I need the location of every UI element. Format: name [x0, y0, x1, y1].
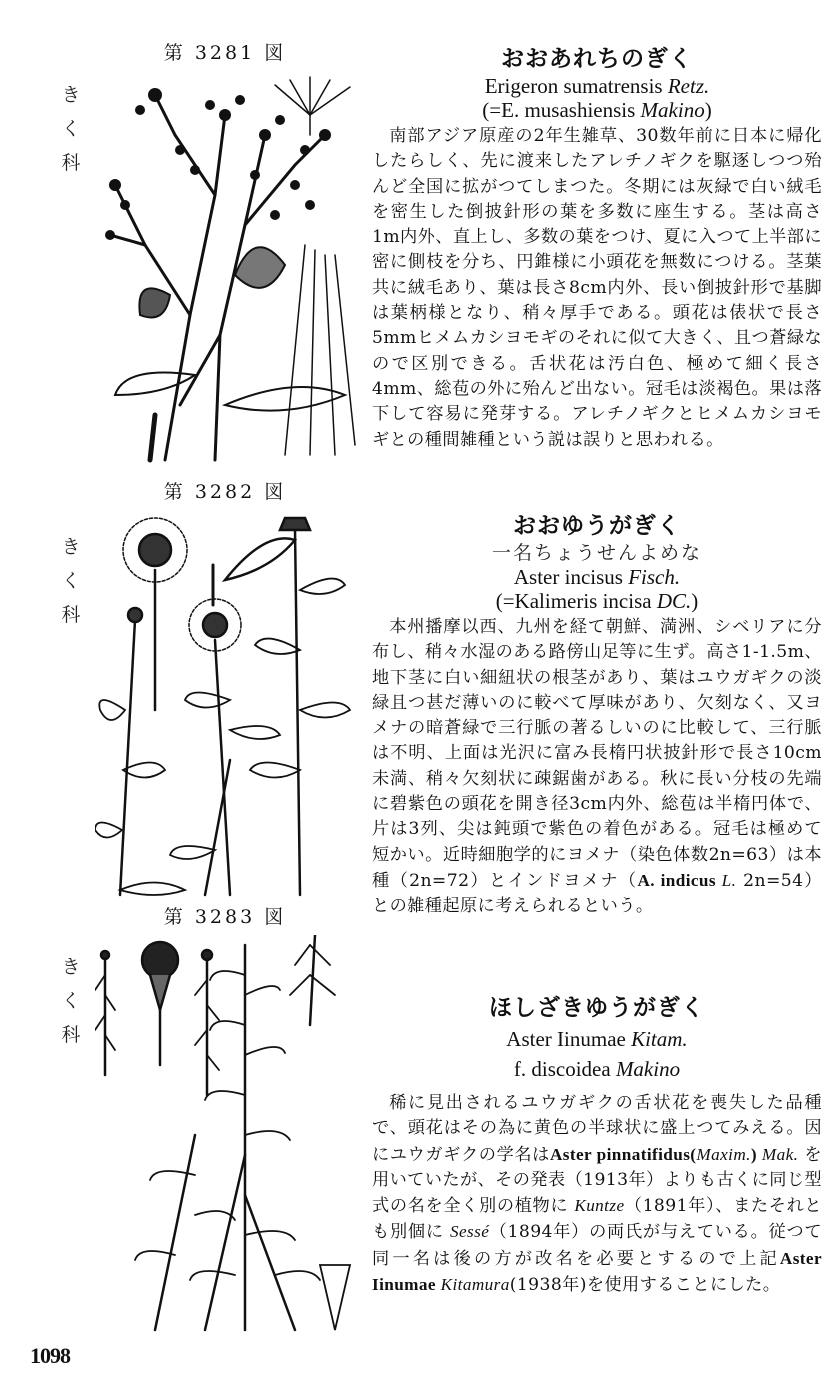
latin-name: Erigeron sumatrensis Retz. [484, 74, 710, 98]
entry-hoshizakiyuugagiku [372, 993, 822, 1298]
latin-synonym: (=E. musashiensis Makino) [482, 98, 712, 122]
entry-title: おおあれちのぎく [501, 46, 693, 72]
illustration-aster-incisus [95, 510, 355, 900]
entry-ooarechinogiku [372, 44, 822, 453]
entry-body: 本州播摩以西、九州を経て朝鮮、満洲、シベリアに分布し、稍々水湿のある路傍山足等に生ず。高さ1-1.5m、地下茎に白い細紐状の根茎があり、葉はユウガギクの淡緑且つ甚だ薄いのに較べて厚味があり、欠刻なく、又ヨメナの暗蒼緑で三行脈の著るしいのに比較して、三行脈は不明、上面は光沢に富み長楕円状披針形で長さ10cm未満、稍々欠刻状に疎鋸歯がある。秋に長い分枝の先端に碧紫色の頭花を開き径3cm内外、総苞は半楕円体で、片は3列、尖は鈍頭で紫色の着色がある。冠毛は極めて短かい。近時細胞学的にヨメナ（染色体数2n=63）は本種（2n=72）とインドヨメナ（A. indicus L. 2n=54）との雑種起原に考えられるという。 [372, 617, 822, 917]
family-label: き く 科 [61, 956, 81, 1046]
family-label: き く 科 [61, 84, 81, 174]
latin-name: Aster incisus Fisch. [513, 565, 681, 589]
figure-label-3281: 第 3281 図 [163, 42, 287, 64]
latin-synonym: (=Kalimeris incisa DC.) [495, 589, 699, 613]
figure-label-3282: 第 3282 図 [163, 481, 287, 503]
entry-ooyuugagiku [372, 511, 822, 920]
page-number: 1098 [30, 1343, 70, 1368]
latin-form: f. discoidea Makino [513, 1057, 681, 1081]
entry-title: おおゆうがぎく [513, 513, 681, 539]
entry-body: 稀に見出されるユウガギクの舌状花を喪失した品種で、頭花はその為に黄色の半球状に盛上つてみえる。因にユウガギクの学名はAster pinnatifidus(Maxim.) Mak. を用いていたが、その発表（1913年）よりも古くに同じ型式の名を全く別の植物に Kuntze（1891年）、またそれとも別個に Sessé（1894年）の両氏が与えている。従つて同一名は後の方が改名を必要とするので上記Aster Iinumae Kitamura(1938年)を使用することにした。 [372, 1093, 823, 1296]
entry-title: ほしざきゆうがぎく [489, 995, 705, 1021]
illustration-erigeron [95, 75, 365, 465]
family-label: き く 科 [61, 536, 81, 626]
entry-body: 南部アジア原産の2年生雑草、30数年前に日本に帰化したらしく、先に渡来したアレチノギクを駆逐しつつ殆んど全国に拡がつてしまつた。冬期には灰緑で白い絨毛を密生した倒披針形の葉を多数に座生する。茎は高さ1m内外、直上し、多数の葉をつけ、夏に入つて上半部に密に側枝を分ち、円錐様に小頭花を無数につける。茎葉共に絨毛あり、葉は長さ8cm内外、長い倒披針形で基脚は葉柄様となり、稍々厚手である。頭花は俵状で長さ5mmヒメムカシヨモギのそれに似て大きく、且つ蒼緑なので区別できる。舌状花は汚白色、極めて細く長さ4mm、総苞の外に殆んど出ない。冠毛は淡褐色。果は落下して容易に発芽する。アレチノギクとヒメムカシヨモギとの種間雑種という説は誤りと思われる。 [372, 126, 823, 450]
latin-name: Aster Iinumae Kitam. [506, 1027, 688, 1051]
alternate-name: 一名ちょうせんよめな [491, 542, 702, 564]
illustration-aster-iinumae [95, 935, 365, 1335]
figure-label-3283: 第 3283 図 [163, 906, 287, 928]
